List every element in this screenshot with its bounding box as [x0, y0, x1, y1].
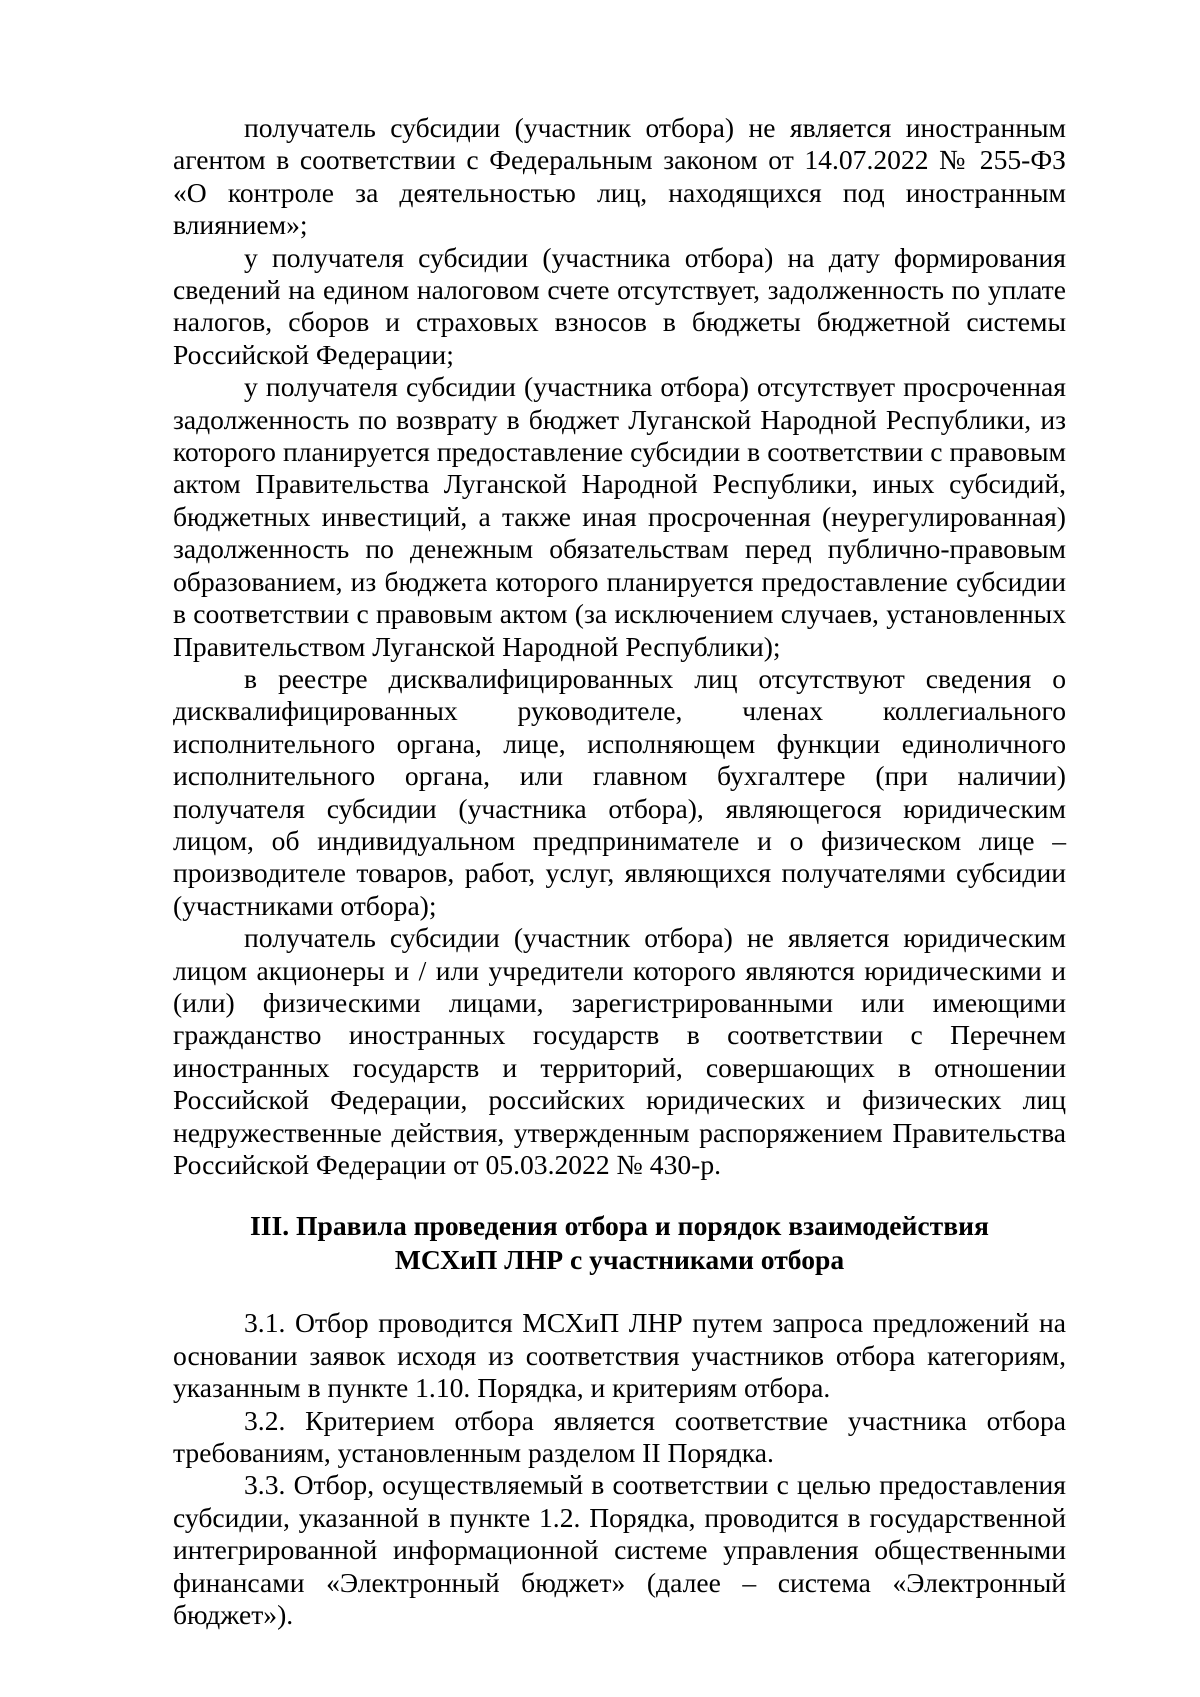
paragraph-3-2: 3.2. Критерием отбора является соответствие участника отбора требованиям, установленным разделом II Порядка.: [173, 1404, 1066, 1469]
paragraph-tax-debt: у получателя субсидии (участника отбора) на дату формирования сведений на едином налоговом счете отсутствует, задолженность по уплате налогов, сборов и страховых взносов в бюджеты бюджетной системы Российской Федерации;: [173, 241, 1066, 370]
section-heading-line-2: МСХиП ЛНР с участниками отбора: [394, 1244, 845, 1276]
document-body: [173, 112, 1066, 1631]
paragraph-3-1: 3.1. Отбор проводится МСХиП ЛНР путем запроса предложений на основании заявок исходя из соответствия участников отбора категориям, указанным в пункте 1.10. Порядка, и критериям отбора.: [173, 1307, 1066, 1404]
paragraph-overdue-debt: у получателя субсидии (участника отбора) отсутствует просроченная задолженность по возврату в бюджет Луганской Народной Республики, из которого планируется предоставление субсидии в соответствии с правовым актом Правительства Луганской Народной Республики, иных субсидий, бюджетных инвестиций, а также иная просроченная (неурегулированная) задолженность по денежным обязательствам перед публично-правовым образованием, из бюджета которого планируется предоставление субсидии в соответствии с правовым актом (за исключением случаев, установленных Правительством Луганской Народной Республики);: [173, 371, 1066, 662]
paragraph-foreign-agent: получатель субсидии (участник отбора) не является иностранным агентом в соответствии с Федеральным законом от 14.07.2022 № 255-ФЗ «О контроле за деятельностью лиц, находящихся под иностранным влиянием»;: [173, 112, 1066, 241]
paragraph-unfriendly-states: получатель субсидии (участник отбора) не является юридическим лицом акционеры и / или учредители которого являются юридическими и (или) физическими лицами, зарегистрированными или имеющими гражданство иностранных государств в соответствии с Перечнем иностранных государств и территорий, совершающих в отношении Российской Федерации, российских юридических и физических лиц недружественные действия, утвержденным распоряжением Правительства Российской Федерации от 05.03.2022 № 430-р.: [173, 922, 1066, 1180]
section-heading-line-1: III. Правила проведения отбора и порядок взаимодействия: [250, 1210, 989, 1242]
section-heading: [173, 1209, 1066, 1277]
paragraph-disqualified-registry: в реестре дисквалифицированных лиц отсутствуют сведения о дисквалифицированных руководителе, членах коллегиального исполнительного органа, лице, исполняющем функции единоличного исполнительного органа, или главном бухгалтере (при наличии) получателя субсидии (участника отбора), являющегося юридическим лицом, об индивидуальном предпринимателе и о физическом лице – производителе товаров, работ, услуг, являющихся получателями субсидии (участниками отбора);: [173, 662, 1066, 921]
paragraph-3-3: 3.3. Отбор, осуществляемый в соответствии с целью предоставления субсидии, указанной в пункте 1.2. Порядка, проводится в государственной интегрированной информационной системе управления общественными финансами «Электронный бюджет» (далее – система «Электронный бюджет»).: [173, 1469, 1066, 1631]
